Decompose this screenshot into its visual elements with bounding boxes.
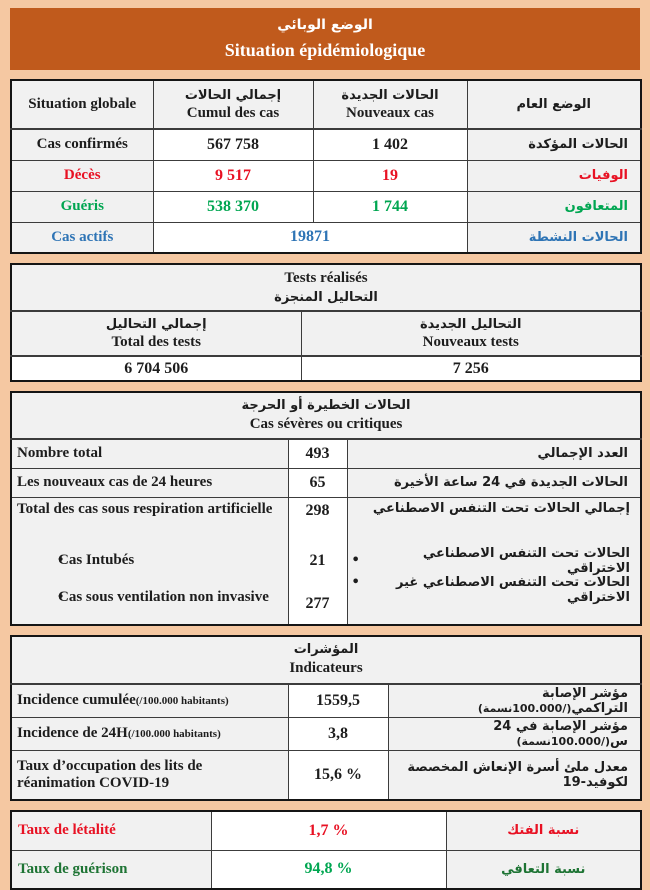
indicators-title-ar: المؤشرات xyxy=(293,642,359,657)
respiration-total-label-fr: Total des cas sous respiration artificielle xyxy=(17,500,273,517)
severe-total-value: 493 xyxy=(288,439,347,468)
respiration-total-value: 298 xyxy=(305,501,330,519)
active-label-fr: Cas actifs xyxy=(11,222,153,253)
icu-occupancy-value: 15,6 % xyxy=(288,750,388,800)
active-cases-row xyxy=(11,222,641,253)
respiration-labels-ar xyxy=(347,497,641,625)
confirmed-label-fr: Cas confirmés xyxy=(11,129,153,160)
incidence-cumulative-row xyxy=(11,684,641,718)
tests-header-row xyxy=(11,311,641,356)
severe-new24h-label-ar: الحالات الجديدة في 24 ساعة الأخيرة xyxy=(347,468,641,497)
col-header-nouveaux-fr: Nouveaux cas xyxy=(346,104,434,121)
severe-cases-table xyxy=(10,391,642,626)
deaths-label-ar: الوفيات xyxy=(467,160,641,191)
tests-title-row xyxy=(11,264,641,311)
intubated-label-fr: • Cas Intubés xyxy=(17,547,284,575)
indicators-title xyxy=(11,636,641,684)
indicators-title-fr: Indicateurs xyxy=(289,660,363,676)
recovered-label-fr: Guéris xyxy=(11,191,153,222)
recovered-label-ar: المتعافون xyxy=(467,191,641,222)
active-label-ar: الحالات النشطة xyxy=(467,222,641,253)
rates-table xyxy=(10,810,642,890)
tests-total-header-fr: Total des tests xyxy=(111,333,201,350)
incidence-cumulative-label-fr: Incidence cumulée(/100.000 habitants) xyxy=(11,684,288,718)
respiration-labels-fr xyxy=(11,497,288,625)
recovery-rate-label-fr: Taux de guérison xyxy=(11,850,211,889)
confirmed-cases-row xyxy=(11,129,641,160)
icu-occupancy-row xyxy=(11,750,641,800)
incidence-24h-row xyxy=(11,717,641,750)
icu-occupancy-label-fr: Taux d’occupation des lits de réanimation COVID-19 xyxy=(11,750,288,800)
col-header-cumul-fr: Cumul des cas xyxy=(186,104,280,121)
report-banner xyxy=(10,8,640,70)
severe-total-row xyxy=(11,439,641,468)
severe-new24h-row xyxy=(11,468,641,497)
col-header-cumul-ar: إجمالي الحالات xyxy=(184,87,282,103)
confirmed-new-value: 1 402 xyxy=(313,129,467,160)
severe-title-row xyxy=(11,392,641,439)
recovered-cumul-value: 538 370 xyxy=(153,191,313,222)
severe-new24h-value: 65 xyxy=(288,468,347,497)
severe-respiration-row xyxy=(11,497,641,625)
noninvasive-label-ar: • الحالات تحت التنفس الاصطناعي غير الاختراقي xyxy=(352,575,637,621)
recovery-rate-label-ar: نسبة التعافي xyxy=(446,850,641,889)
global-header-row xyxy=(11,80,641,129)
col-header-situation-globale: Situation globale xyxy=(11,80,153,129)
tests-total-header-ar: إجمالي التحاليل xyxy=(105,316,207,332)
incidence-24h-label-ar: مؤشر الإصابة في 24 س(/100.000نسمة) xyxy=(388,717,641,750)
severe-title-fr: Cas sévères ou critiques xyxy=(249,416,403,432)
tests-title-fr: Tests réalisés xyxy=(284,270,368,286)
severe-title xyxy=(11,392,641,439)
lethality-value: 1,7 % xyxy=(211,811,446,850)
respiration-total-label-ar: إجمالي الحالات تحت التنفس الاصطناعي xyxy=(372,500,631,516)
col-header-general: الوضع العام xyxy=(467,80,641,129)
recovery-rate-row xyxy=(11,850,641,889)
tests-total-value: 6 704 506 xyxy=(11,356,301,381)
col-header-nouveaux-ar: الحالات الجديدة xyxy=(341,87,439,103)
tests-title-ar: التحاليل المنجزة xyxy=(274,290,378,305)
severe-total-label-fr: Nombre total xyxy=(11,439,288,468)
severe-new24h-label-fr: Les nouveaux cas de 24 heures xyxy=(11,468,288,497)
lethality-label-fr: Taux de létalité xyxy=(11,811,211,850)
confirmed-label-ar: الحالات المؤكدة xyxy=(467,129,641,160)
tests-new-header-fr: Nouveaux tests xyxy=(422,333,519,350)
confirmed-cumul-value: 567 758 xyxy=(153,129,313,160)
tests-title xyxy=(11,264,641,311)
recovery-rate-value: 94,8 % xyxy=(211,850,446,889)
severe-total-label-ar: العدد الإجمالي xyxy=(347,439,641,468)
noninvasive-label-fr: • Cas sous ventilation non invasive xyxy=(17,575,284,621)
incidence-24h-value: 3,8 xyxy=(288,717,388,750)
incidence-cumulative-label-ar: مؤشر الإصابة التراكمي(/100.000نسمة) xyxy=(388,684,641,718)
intubated-value: 21 xyxy=(309,551,326,569)
tests-new-header xyxy=(301,311,641,356)
lethality-row xyxy=(11,811,641,850)
incidence-cumulative-value: 1559,5 xyxy=(288,684,388,718)
tests-table xyxy=(10,263,642,382)
noninvasive-value: 277 xyxy=(305,594,330,612)
incidence-24h-label-fr: Incidence de 24H(/100.000 habitants) xyxy=(11,717,288,750)
banner-title-arabic: الوضع الوبائي xyxy=(277,17,373,33)
indicators-table xyxy=(10,635,642,802)
indicators-title-row xyxy=(11,636,641,684)
deaths-row xyxy=(11,160,641,191)
banner-title-french: Situation épidémiologique xyxy=(224,40,426,60)
global-situation-table xyxy=(10,79,642,254)
lethality-label-ar: نسبة الفتك xyxy=(446,811,641,850)
deaths-label-fr: Décès xyxy=(11,160,153,191)
respiration-values xyxy=(288,497,347,625)
recovered-new-value: 1 744 xyxy=(313,191,467,222)
tests-new-value: 7 256 xyxy=(301,356,641,381)
tests-new-header-ar: التحاليل الجديدة xyxy=(420,316,522,332)
intubated-label-ar: • الحالات تحت التنفس الاصطناعي الاختراقي xyxy=(352,547,637,575)
severe-title-ar: الحالات الخطيرة أو الحرجة xyxy=(241,398,411,413)
icu-occupancy-label-ar: معدل ملئ أسرة الإنعاش المخصصة لكوفيد-19 xyxy=(388,750,641,800)
col-header-cumul xyxy=(153,80,313,129)
tests-values-row xyxy=(11,356,641,381)
recovered-row xyxy=(11,191,641,222)
deaths-cumul-value: 9 517 xyxy=(153,160,313,191)
active-value: 19871 xyxy=(153,222,467,253)
col-header-nouveaux xyxy=(313,80,467,129)
tests-total-header xyxy=(11,311,301,356)
deaths-new-value: 19 xyxy=(313,160,467,191)
